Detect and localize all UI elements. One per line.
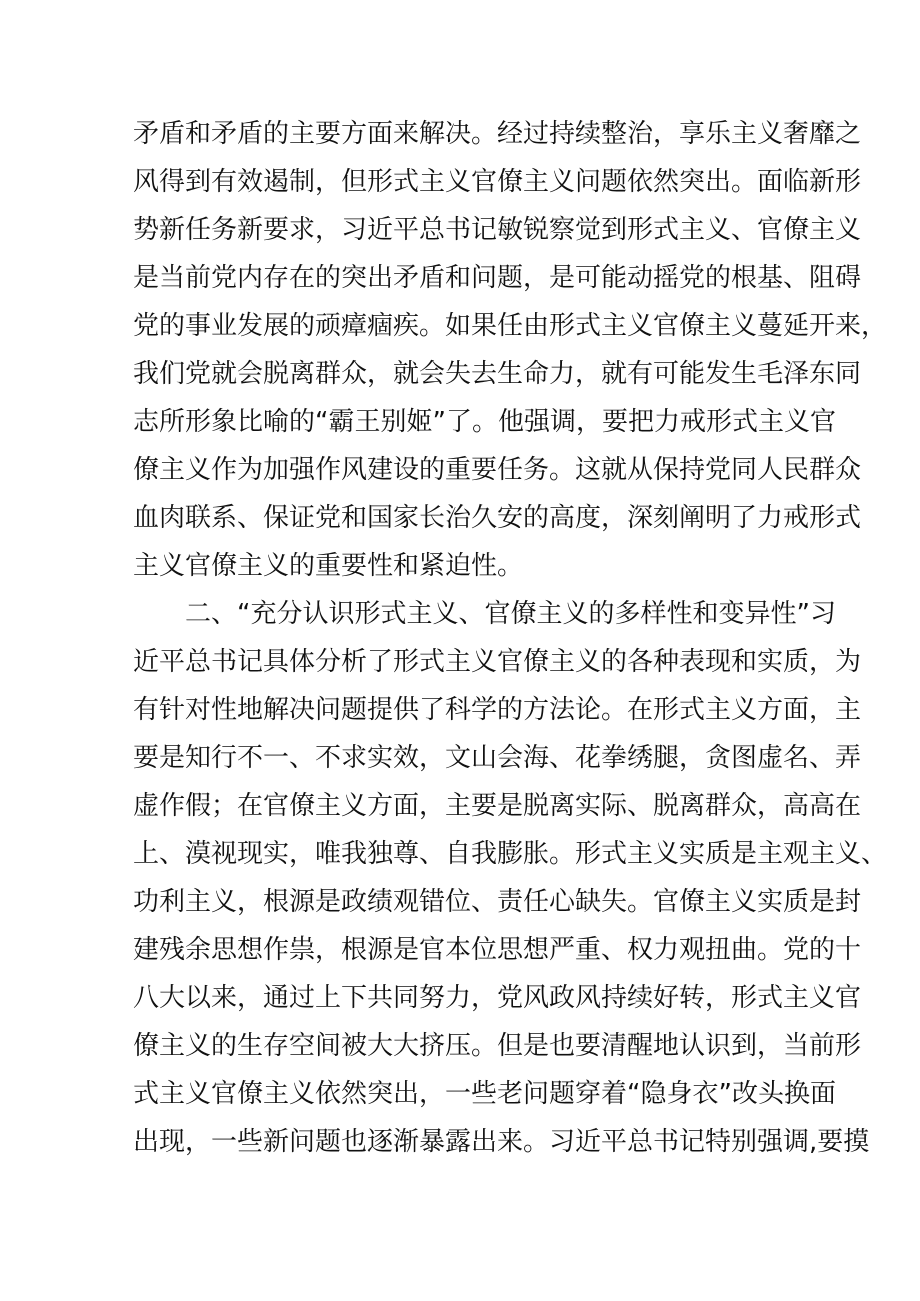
text-line: 僚主义作为加强作风建设的重要任务。这就从保持党同人民群众 — [133, 455, 862, 485]
text-line: 功利主义，根源是政绩观错位、责任心缺失。官僚主义实质是封 — [133, 887, 862, 917]
text-line: 我们党就会脱离群众，就会失去生命力，就有可能发生毛泽东同 — [133, 359, 862, 389]
text-line: 上、漠视现实，唯我独尊、自我膨胀。形式主义实质是主观主义、 — [133, 839, 888, 869]
text-line: 有针对性地解决问题提供了科学的方法论。在形式主义方面，主 — [133, 695, 862, 725]
text-line: 血肉联系、保证党和国家长治久安的高度，深刻阐明了力戒形式 — [133, 503, 862, 533]
text-line: 党的事业发展的顽瘴痼疾。如果任由形式主义官僚主义蔓延开来， — [133, 311, 888, 341]
text-line: 要是知行不一、不求实效，文山会海、花拳绣腿，贪图虚名、弄 — [133, 743, 862, 773]
body-text — [133, 110, 888, 1166]
text-line: 志所形象比喻的“霸王别姬”了。他强调，要把力戒形式主义官 — [133, 407, 836, 437]
text-line: 出现，一些新问题也逐渐暴露出来。习近平总书记特别强调,要摸 — [133, 1127, 870, 1157]
section-heading-line: 二、“充分认识形式主义、官僚主义的多样性和变异性”习 — [185, 599, 836, 629]
text-line: 近平总书记具体分析了形式主义官僚主义的各种表现和实质，为 — [133, 647, 862, 677]
text-line: 主义官僚主义的重要性和紧迫性。 — [133, 551, 524, 581]
text-line: 势新任务新要求，习近平总书记敏锐察觉到形式主义、官僚主义 — [133, 215, 862, 245]
text-line: 式主义官僚主义依然突出，一些老问题穿着“隐身衣”改头换面 — [133, 1079, 836, 1109]
text-line: 是当前党内存在的突出矛盾和问题，是可能动摇党的根基、阻碍 — [133, 263, 862, 293]
text-line: 僚主义的生存空间被大大挤压。但是也要清醒地认识到，当前形 — [133, 1031, 862, 1061]
text-line: 风得到有效遏制，但形式主义官僚主义问题依然突出。面临新形 — [133, 167, 862, 197]
text-line: 八大以来，通过上下共同努力，党风政风持续好转，形式主义官 — [133, 983, 862, 1013]
text-line: 虚作假；在官僚主义方面，主要是脱离实际、脱离群众，高高在 — [133, 791, 862, 821]
text-line: 建残余思想作祟，根源是官本位思想严重、权力观扭曲。党的十 — [133, 935, 862, 965]
text-line: 矛盾和矛盾的主要方面来解决。经过持续整治，享乐主义奢靡之 — [133, 119, 862, 149]
